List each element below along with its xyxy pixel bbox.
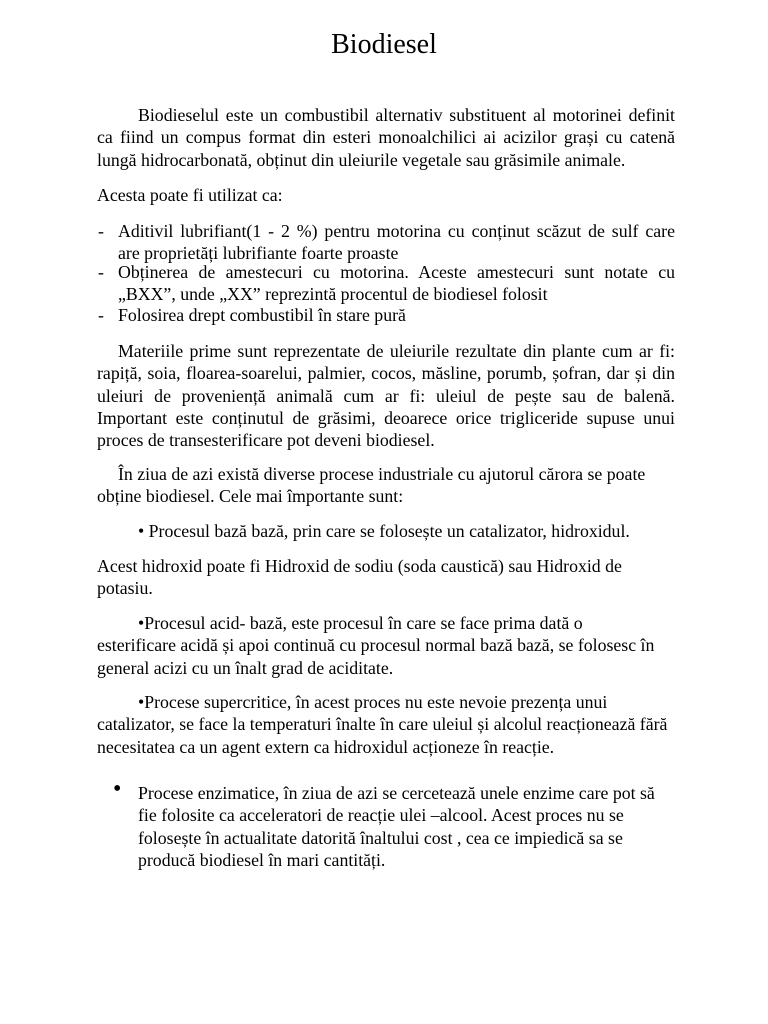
intro-line: ca fiind un compus format din esteri monoalchilici ai acizilor grași cu catenă (97, 127, 675, 148)
usage-list-item (97, 220, 675, 265)
dash-marker: - (98, 262, 104, 282)
usage-heading (97, 184, 675, 206)
usage-item-line: Obținerea de amestecuri cu motorina. Aceste amestecuri sunt notate cu (118, 262, 675, 282)
paragraph-line: uleiuri de proveniență animală cum ar fi: uleiul de pește sau de balenă. (97, 385, 675, 406)
bullet-item-line: producă biodiesel în mari cantități. (138, 849, 386, 870)
process-acid-base-paragraph (97, 612, 675, 679)
paragraph-line: Important este conținutul de grăsimi, deoarece orice trigliceride supuse unui (97, 407, 675, 428)
usage-item-text (118, 304, 675, 326)
paragraph-line: general acizi cu un înalt grad de aciditate. (97, 657, 394, 678)
usage-item-line: are proprietăți lubrifiante foarte proaste (118, 243, 399, 264)
paragraph-line: Materiile prime sunt reprezentate de uleiurile rezultate din plante cum ar fi: (118, 341, 675, 361)
bullet-icon: • (113, 776, 122, 802)
process-supercritical-paragraph (97, 691, 675, 758)
usage-item-line: Aditivil lubrifiant(1 - 2 %) pentru motorina cu conținut scăzut de sulf care (118, 221, 675, 241)
usage-item-line: Folosirea drept combustibil în stare pură (118, 305, 406, 325)
dash-marker: - (98, 305, 104, 325)
usage-list-item (97, 304, 675, 326)
intro-line: lungă hidrocarbonată, obținut din uleiurile vegetale sau grăsimile animale. (97, 149, 626, 170)
paragraph-line: În ziua de azi există diverse procese industriale cu ajutorul cărora se poate (118, 464, 646, 484)
bullet-item-line: folosește în actualitate datorită înaltului cost , cea ce impiedică sa se (138, 827, 623, 848)
raw-materials-paragraph (97, 340, 675, 451)
paragraph-line: obține biodiesel. Cele mai împortante sunt: (97, 486, 404, 507)
paragraph-line: Acest hidroxid poate fi Hidroxid de sodiu (soda caustică) sau Hidroxid de (97, 556, 622, 576)
paragraph-line: potasiu. (97, 578, 153, 599)
usage-list-item (97, 261, 675, 306)
process-base-paragraph (97, 520, 675, 542)
bullet-item-line: Procese enzimatice, în ziua de azi se cercetează unele enzime care pot să (138, 783, 655, 803)
paragraph-line: •Procese supercritice, în acest proces nu este nevoie prezența unui (138, 692, 608, 712)
paragraph-line: •Procesul acid- bază, este procesul în care se face prima dată o (138, 613, 583, 633)
usage-heading-text: Acesta poate fi utilizat ca: (97, 185, 283, 205)
dash-marker: - (98, 221, 104, 241)
paragraph-line: proces de transesterificare pot deveni biodiesel. (97, 430, 435, 451)
paragraph-line: esterificare acidă și apoi continuă cu procesul normal bază bază, se folosesc în (97, 635, 655, 656)
paragraph-line: rapiță, soia, floarea-soarelui, palmier, cocos, măsline, porumb, șofran, dar și din (97, 363, 675, 384)
paragraph-line: catalizator, se face la temperaturi înalte în care uleiul și alcolul reacționează fără (97, 714, 668, 735)
bullet-item-line: fie folosite ca acceleratori de reacție ulei –alcool. Acest proces nu se (138, 805, 624, 826)
document-title: Biodiesel (331, 29, 437, 60)
paragraph-line: necesitatea ca un agent extern ca hidroxidul acționeze în reacție. (97, 736, 555, 757)
usage-item-line: „BXX”, unde „XX” reprezintă procentul de biodiesel folosit (118, 284, 548, 305)
paragraph-line: • Procesul bază bază, prin care se folosește un catalizator, hidroxidul. (138, 521, 630, 541)
usage-item-text (118, 261, 675, 306)
usage-item-text (118, 220, 675, 265)
hydroxide-note-paragraph (97, 555, 675, 600)
intro-line: Biodieselul este un combustibil alternativ substituent al motorinei definit (138, 105, 675, 125)
process-enzymatic-bullet-item (113, 776, 683, 871)
intro-paragraph (97, 104, 675, 171)
processes-intro-paragraph (97, 463, 675, 508)
